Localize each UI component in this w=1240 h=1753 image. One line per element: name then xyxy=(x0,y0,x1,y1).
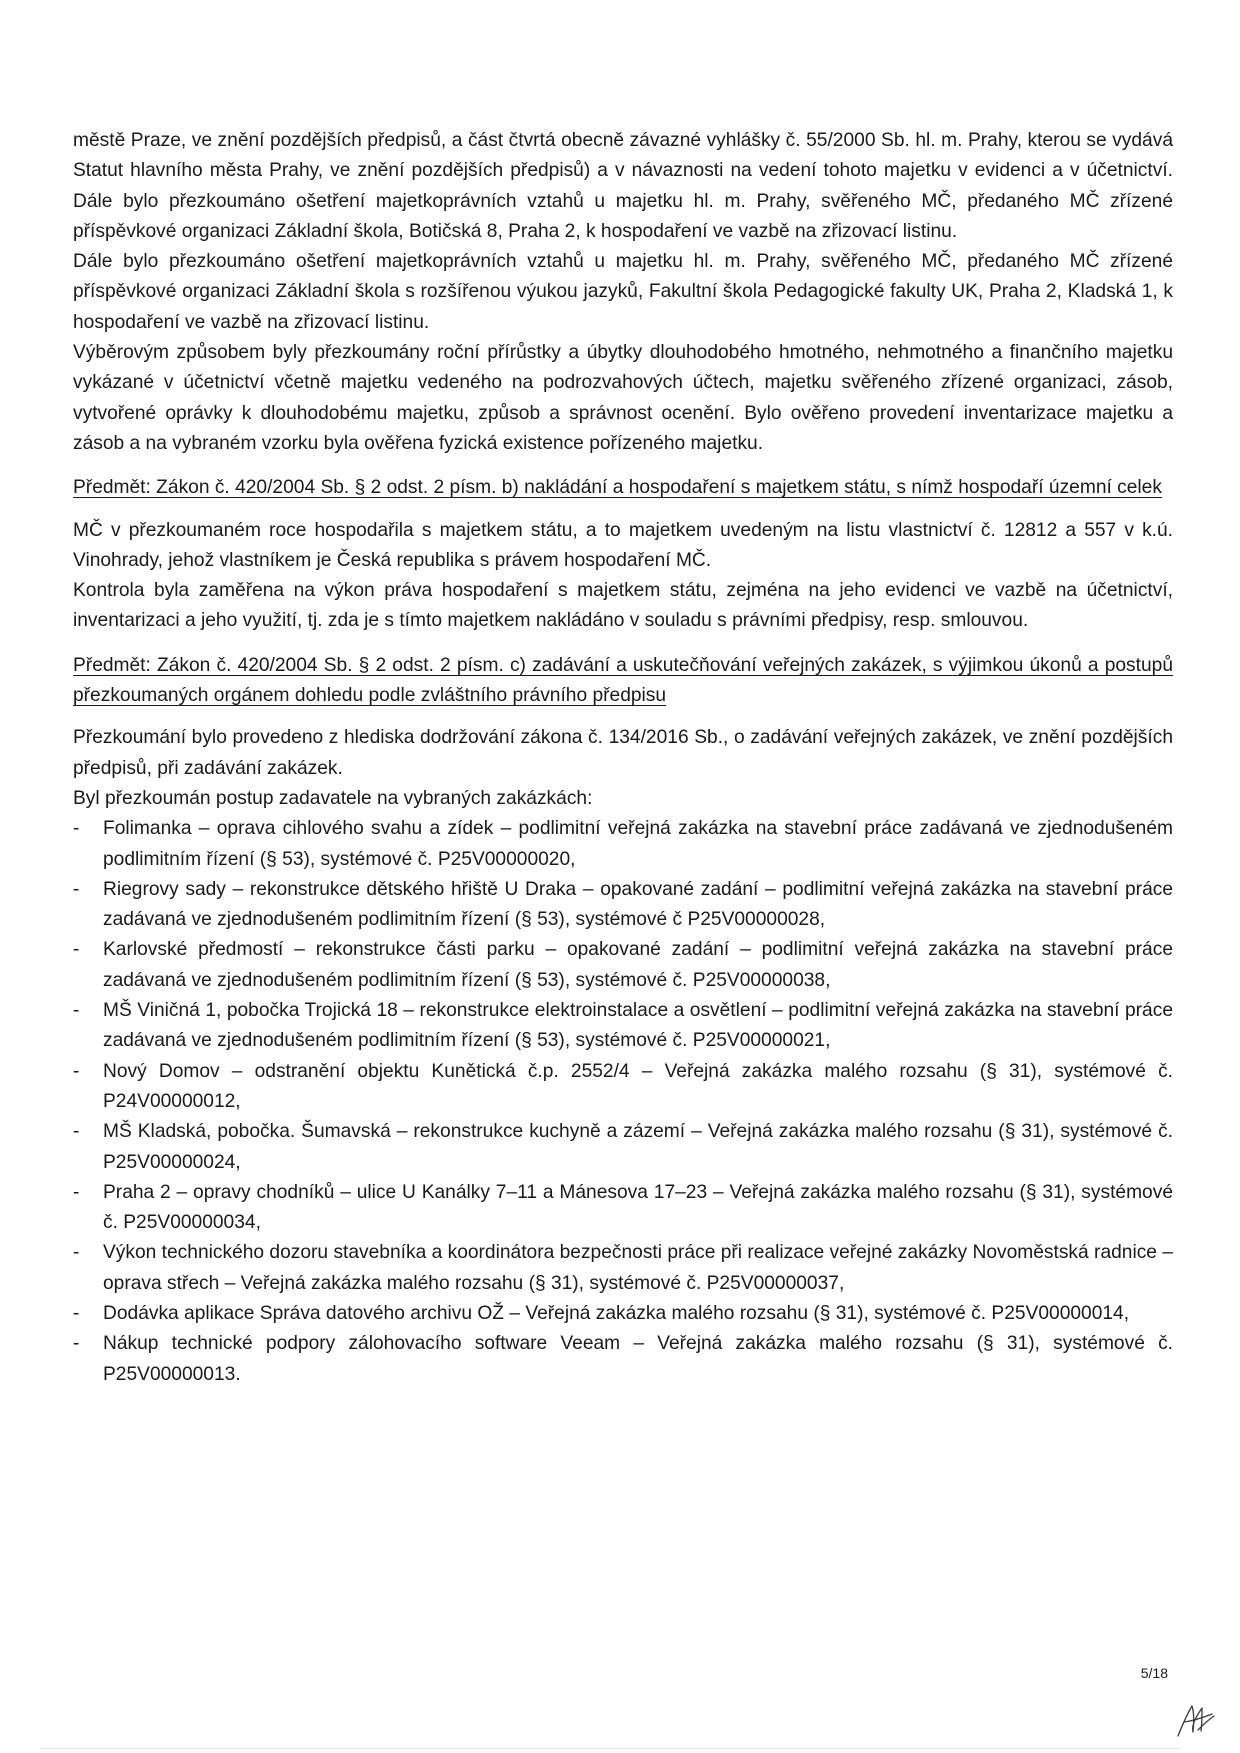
contract-text: MŠ Kladská, pobočka. Šumavská – rekonstrukce kuchyně a zázemí – Veřejná zakázka malého rozsahu (§ 31), systémové č. P25V00000024, xyxy=(103,1121,1173,1173)
list-item xyxy=(73,814,1173,875)
bullet-dash: - xyxy=(73,818,80,840)
contract-text: Výkon technického dozoru stavebníka a koordinátora bezpečnosti práce při realizace veřejné zakázky Novoměstská radnice – oprava střech – Veřejná zakázka malého rozsahu (§ 31), systémové č. P25V00000037, xyxy=(103,1242,1173,1294)
paragraph-school-kladska: Dále bylo přezkoumáno ošetření majetkoprávních vztahů u majetku hl. m. Prahy, svěřeného MČ, předaného MČ zřízené příspěvkové organizaci Základní škola s rozšířenou výukou jazyků, Fakultní škola Pedagogické fakulty UK, Praha 2, Kladská 1, k hospodaření ve vazbě na zřizovací listinu. xyxy=(73,251,1173,333)
paragraph-asset-review: Výběrovým způsobem byly přezkoumány roční přírůstky a úbytky dlouhodobého hmotného, nehmotného a finančního majetku vykázané v účetnictví včetně majetku vedeného na podrozvahových účtech, majetku svěřeného zřízené organizaci, zásob, vytvořené oprávky k dlouhodobému majetku, způsob a správnost ocenění. Bylo ověřeno provedení inventarizace majetku a zásob a na vybraném vzorku byla ověřena fyzická existence pořízeného majetku. xyxy=(73,342,1173,454)
contract-text: Nový Domov – odstranění objektu Kunětická č.p. 2552/4 – Veřejná zakázka malého rozsahu (§ 31), systémové č. P24V00000012, xyxy=(103,1060,1173,1112)
list-item xyxy=(73,1299,1173,1329)
paragraph-state-property: MČ v přezkoumaném roce hospodařila s majetkem státu, a to majetkem uvedeným na listu vlastnictví č. 12812 a 557 v k.ú. Vinohrady, jehož vlastníkem je Česká republika s právem hospodaření MČ. xyxy=(73,519,1173,571)
contract-text: Folimanka – oprava cihlového svahu a zídek – podlimitní veřejná zakázka na stavební práce zadávaná ve zjednodušeném podlimitním řízení (§ 53), systémové č. P25V00000020, xyxy=(103,818,1173,870)
list-item xyxy=(73,875,1173,936)
bullet-dash: - xyxy=(73,1302,80,1324)
list-item xyxy=(73,996,1173,1057)
paragraph-property-relations: městě Praze, ve znění pozdějších předpisů, a část čtvrtá obecně závazné vyhlášky č. 55/2000 Sb. hl. m. Prahy, kterou se vydává Statut hlavního města Prahy, ve znění pozdějších předpisů) a v návaznosti na vedení tohoto majetku v evidenci a v účetnictví. Dále bylo přezkoumáno ošetření majetkoprávních vztahů u majetku hl. m. Prahy, svěřeného MČ, předaného MČ zřízené příspěvkové organizaci Základní škola, Botičská 8, Praha 2, k hospodaření ve vazbě na zřizovací listinu. xyxy=(73,130,1173,242)
contract-text: Praha 2 – opravy chodníků – ulice U Kanálky 7–11 a Mánesova 17–23 – Veřejná zakázka malého rozsahu (§ 31), systémové č. P25V00000034, xyxy=(103,1181,1173,1234)
bullet-dash: - xyxy=(73,1121,80,1143)
section-heading-b: Předmět: Zákon č. 420/2004 Sb. § 2 odst. 2 písm. b) nakládání a hospodaření s majetkem státu, s nímž hospodaří územní celek xyxy=(73,477,1162,499)
list-item xyxy=(73,1117,1173,1178)
list-item xyxy=(73,1329,1173,1390)
contract-text: Dodávka aplikace Správa datového archivu OŽ – Veřejná zakázka malého rozsahu (§ 31), systémové č. P25V00000014, xyxy=(103,1302,1130,1324)
bullet-dash: - xyxy=(73,1333,80,1355)
paragraph-contracts-intro: Byl přezkoumán postup zadavatele na vybraných zakázkách: xyxy=(73,787,593,809)
contract-text: MŠ Viničná 1, pobočka Trojická 18 – rekonstrukce elektroinstalace a osvětlení – podlimitní veřejná zakázka na stavební práce zadávaná ve zjednodušeném podlimitním řízení (§ 53), systémové č. P25V00000021, xyxy=(103,1000,1173,1052)
paragraph-control-focus: Kontrola byla zaměřena na výkon práva hospodaření s majetkem státu, zejména na jeho evidenci ve vazbě na účetnictví, inventarizaci a jeho využití, tj. zda je s tímto majetkem nakládáno v souladu s právními předpisy, resp. smlouvou. xyxy=(73,580,1173,632)
list-item xyxy=(73,935,1173,996)
handwritten-initials-icon xyxy=(1172,1700,1218,1740)
bullet-dash: - xyxy=(73,1242,80,1264)
footer-divider xyxy=(40,1748,1180,1749)
contract-text: Nákup technické podpory zálohovacího software Veeam – Veřejná zakázka malého rozsahu (§ 31), systémové č. P25V00000013. xyxy=(103,1333,1173,1385)
list-item xyxy=(73,1057,1173,1118)
list-item xyxy=(73,1178,1173,1239)
bullet-dash: - xyxy=(73,1000,80,1022)
contract-text: Riegrovy sady – rekonstrukce dětského hřiště U Draka – opakované zadání – podlimitní veřejná zakázka na stavební práce zadávaná ve zjednodušeném podlimitním řízení (§ 53), systémové č P25V00000028, xyxy=(103,878,1173,931)
bullet-dash: - xyxy=(73,1060,80,1082)
contract-text: Karlovské předmostí – rekonstrukce části parku – opakované zadání – podlimitní veřejná zakázka na stavební práce zadávaná ve zjednodušeném podlimitním řízení (§ 53), systémové č. P25V00000038, xyxy=(103,939,1173,991)
bullet-dash: - xyxy=(73,878,80,900)
section-heading-c: Předmět: Zákon č. 420/2004 Sb. § 2 odst. 2 písm. c) zadávání a uskutečňování veřejných zakázek, s výjimkou úkonů a postupů přezkoumaných orgánem dohledu podle zvláštního právního předpisu xyxy=(73,654,1173,707)
page-number: 5/18 xyxy=(1140,1665,1168,1681)
contracts-list xyxy=(73,814,1173,1390)
list-item xyxy=(73,1238,1173,1299)
paragraph-procurement-law: Přezkoumání bylo provedeno z hlediska dodržování zákona č. 134/2016 Sb., o zadávání veřejných zakázek, ve znění pozdějších předpisů, při zadávání zakázek. xyxy=(73,727,1173,779)
page-content xyxy=(73,126,1173,1390)
bullet-dash: - xyxy=(73,939,80,961)
bullet-dash: - xyxy=(73,1181,80,1203)
